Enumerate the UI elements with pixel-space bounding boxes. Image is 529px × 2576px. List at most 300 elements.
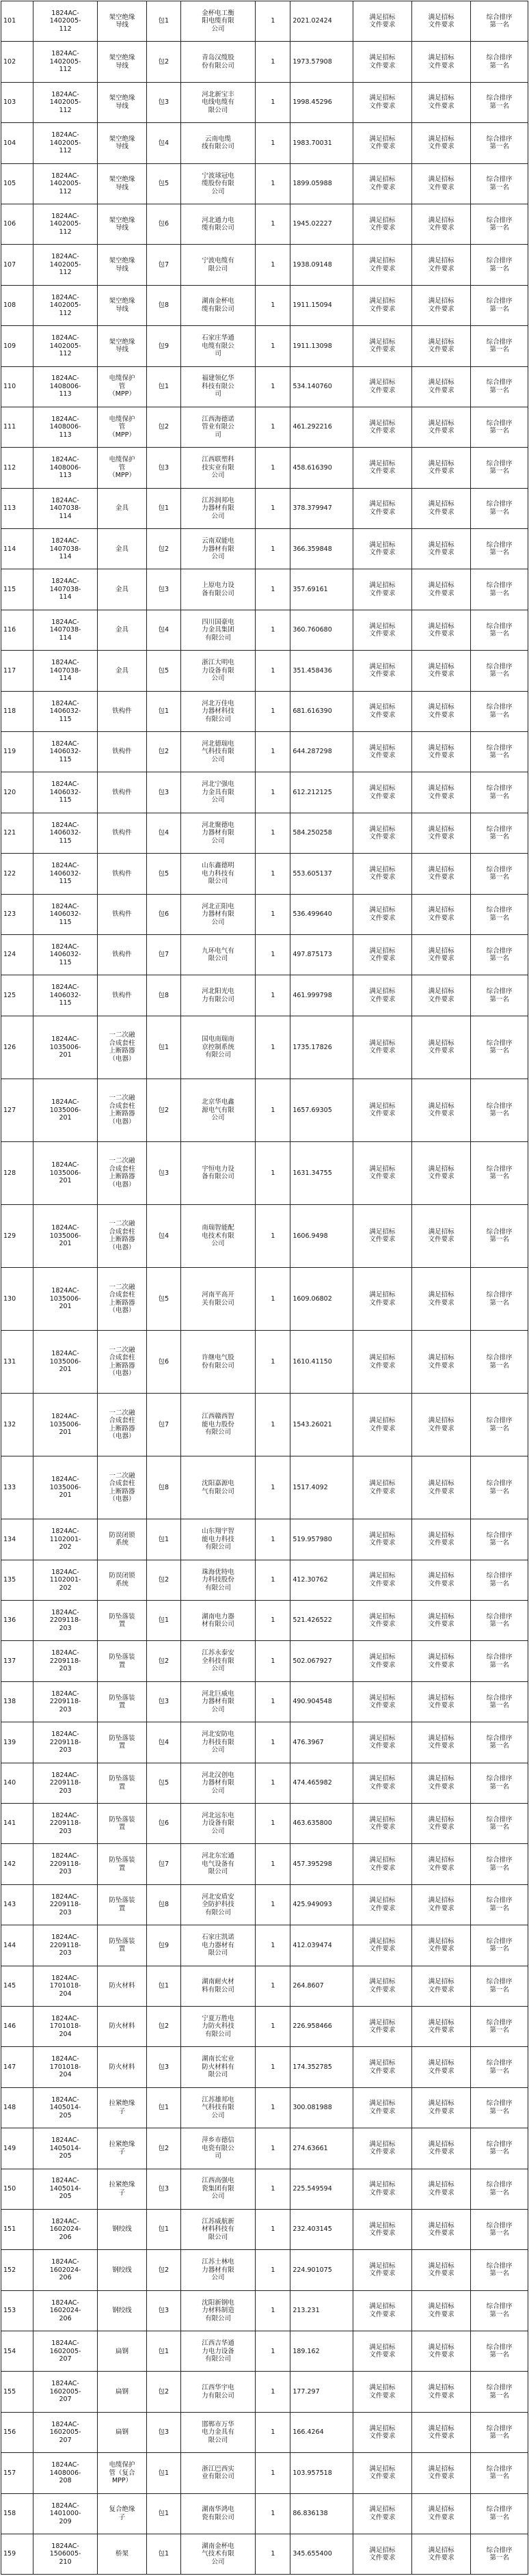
- quantity: 1: [256, 1268, 290, 1331]
- ranking: 综合排序 第一名: [471, 1804, 528, 1844]
- table-row: [1, 2493, 528, 2534]
- project-code: 1824AC- 1402005- 112: [33, 42, 98, 82]
- row-number: 145: [1, 1966, 33, 2006]
- material-name: 防火材料: [98, 2006, 147, 2046]
- ranking: 综合排序 第一名: [471, 691, 528, 731]
- table-row: [1, 366, 528, 407]
- row-number: 142: [1, 1844, 33, 1884]
- ranking: 综合排序 第一名: [471, 2372, 528, 2412]
- quantity: 1: [256, 2453, 290, 2493]
- bid-price: 584.250258: [290, 813, 353, 853]
- ranking: 综合排序 第一名: [471, 894, 528, 934]
- technical-review: 满足招标 文件要求: [353, 894, 411, 934]
- ranking: 综合排序 第一名: [471, 42, 528, 82]
- bidder-name: 珠海优特电 力科技股份 有限公司: [180, 1560, 256, 1600]
- package-no: 包3: [146, 2412, 180, 2452]
- table-row: [1, 285, 528, 325]
- project-code: 1824AC- 1402005- 112: [33, 285, 98, 325]
- bid-price: 1657.69305: [290, 1079, 353, 1141]
- material-name: 铁构件: [98, 854, 147, 894]
- ranking: 综合排序 第一名: [471, 2087, 528, 2128]
- quantity: 1: [256, 1, 290, 42]
- row-number: 148: [1, 2087, 33, 2128]
- technical-review: 满足招标 文件要求: [353, 2087, 411, 2128]
- technical-review: 满足招标 文件要求: [353, 1560, 411, 1600]
- material-name: 铁构件: [98, 975, 147, 1016]
- package-no: 包1: [146, 2209, 180, 2249]
- table-row: [1, 975, 528, 1016]
- ranking: 综合排序 第一名: [471, 732, 528, 772]
- project-code: 1824AC- 2209118- 203: [33, 1763, 98, 1803]
- ranking: 综合排序 第一名: [471, 1394, 528, 1456]
- bidder-name: 浙江巴西实 业有限公司: [180, 2453, 256, 2493]
- row-number: 111: [1, 407, 33, 447]
- project-code: 1824AC- 1406032- 115: [33, 894, 98, 934]
- bidder-name: 沈阳新钢电 力材料制造 有限公司: [180, 2290, 256, 2331]
- ranking: 综合排序 第一名: [471, 1884, 528, 1925]
- quantity: 1: [256, 366, 290, 407]
- project-code: 1824AC- 1102001- 202: [33, 1519, 98, 1560]
- quantity: 1: [256, 813, 290, 853]
- quantity: 1: [256, 1804, 290, 1844]
- bidder-name: 江西吉华通 力电力设备 有限公司: [180, 2331, 256, 2372]
- bidder-name: 江苏永泰安 全科技有限 公司: [180, 1641, 256, 1681]
- bidder-name: 河北远东电 力设备有限 公司: [180, 1804, 256, 1844]
- commercial-review: 满足招标 文件要求: [412, 1641, 471, 1681]
- material-name: 扁钢: [98, 2412, 147, 2452]
- material-name: 架空绝缘 导线: [98, 326, 147, 366]
- bid-price: 521.426522: [290, 1601, 353, 1641]
- bid-price: 274.63661: [290, 2128, 353, 2169]
- quantity: 1: [256, 1925, 290, 1966]
- bidder-name: 石家庄华通 电缆有限公 司: [180, 326, 256, 366]
- package-no: 包2: [146, 42, 180, 82]
- bid-price: 1911.13098: [290, 326, 353, 366]
- bid-price: 534.140760: [290, 366, 353, 407]
- commercial-review: 满足招标 文件要求: [412, 2290, 471, 2331]
- commercial-review: 满足招标 文件要求: [412, 163, 471, 204]
- material-name: 架空绝缘 导线: [98, 82, 147, 122]
- quantity: 1: [256, 407, 290, 447]
- row-number: 139: [1, 1722, 33, 1763]
- ranking: 综合排序 第一名: [471, 1966, 528, 2006]
- commercial-review: 满足招标 文件要求: [412, 2453, 471, 2493]
- quantity: 1: [256, 42, 290, 82]
- material-name: 金具: [98, 529, 147, 569]
- bidder-name: 河北安防电 力科技有限 公司: [180, 1722, 256, 1763]
- quantity: 1: [256, 1204, 290, 1267]
- project-code: 1824AC- 1408006- 113: [33, 366, 98, 407]
- row-number: 138: [1, 1681, 33, 1722]
- commercial-review: 满足招标 文件要求: [412, 691, 471, 731]
- material-name: 一二次融 合成套柱 上断路器 （电器）: [98, 1394, 147, 1456]
- bid-price: 412.30762: [290, 1560, 353, 1600]
- table-row: [1, 1456, 528, 1519]
- commercial-review: 满足招标 文件要求: [412, 2128, 471, 2169]
- bidder-name: 山东鑫德明 电力科技有 限公司: [180, 854, 256, 894]
- row-number: 116: [1, 610, 33, 650]
- technical-review: 满足招标 文件要求: [353, 1141, 411, 1204]
- row-number: 118: [1, 691, 33, 731]
- material-name: 架空绝缘 导线: [98, 1, 147, 42]
- package-no: 包1: [146, 1, 180, 42]
- row-number: 127: [1, 1079, 33, 1141]
- bidder-name: 河南平高开 关有限公司: [180, 1268, 256, 1331]
- row-number: 157: [1, 2453, 33, 2493]
- ranking: 综合排序 第一名: [471, 975, 528, 1016]
- package-no: 包2: [146, 407, 180, 447]
- quantity: 1: [256, 772, 290, 813]
- material-name: 防坠落装 置: [98, 1601, 147, 1641]
- project-code: 1824AC- 1402005- 112: [33, 163, 98, 204]
- bidder-name: 邯郸市万华 电力金具有 限公司: [180, 2412, 256, 2452]
- technical-review: 满足招标 文件要求: [353, 1763, 411, 1803]
- material-name: 防误闭锁 系统: [98, 1560, 147, 1600]
- bid-price: 1973.57908: [290, 42, 353, 82]
- row-number: 128: [1, 1141, 33, 1204]
- table-row: [1, 1804, 528, 1844]
- bidder-name: 湖南长宏业 防火材料有 限公司: [180, 2047, 256, 2087]
- table-row: [1, 2534, 528, 2575]
- bid-price: 174.352785: [290, 2047, 353, 2087]
- technical-review: 满足招标 文件要求: [353, 2453, 411, 2493]
- bidder-name: 湖南华鸿电 瓷有限公司: [180, 2493, 256, 2534]
- row-number: 144: [1, 1925, 33, 1966]
- technical-review: 满足招标 文件要求: [353, 2412, 411, 2452]
- table-row: [1, 1681, 528, 1722]
- commercial-review: 满足招标 文件要求: [412, 123, 471, 163]
- quantity: 1: [256, 975, 290, 1016]
- table-row: [1, 1, 528, 42]
- project-code: 1824AC- 1035006- 201: [33, 1394, 98, 1456]
- project-code: 1824AC- 1405014- 205: [33, 2169, 98, 2209]
- bid-price: 166.4264: [290, 2412, 353, 2452]
- project-code: 1824AC- 1035006- 201: [33, 1331, 98, 1394]
- bidder-name: 许继电气股 份有限公司: [180, 1331, 256, 1394]
- package-no: 包2: [146, 529, 180, 569]
- quantity: 1: [256, 934, 290, 975]
- project-code: 1824AC- 1035006- 201: [33, 1079, 98, 1141]
- project-code: 1824AC- 2209118- 203: [33, 1844, 98, 1884]
- ranking: 综合排序 第一名: [471, 2250, 528, 2290]
- material-name: 一二次融 合成套柱 上断路器 （电器）: [98, 1331, 147, 1394]
- quantity: 1: [256, 326, 290, 366]
- material-name: 铁构件: [98, 772, 147, 813]
- row-number: 101: [1, 1, 33, 42]
- commercial-review: 满足招标 文件要求: [412, 1681, 471, 1722]
- bidder-name: 河北宁强电 力金具有限 公司: [180, 772, 256, 813]
- package-no: 包6: [146, 894, 180, 934]
- material-name: 金具: [98, 569, 147, 610]
- commercial-review: 满足招标 文件要求: [412, 975, 471, 1016]
- quantity: 1: [256, 2128, 290, 2169]
- material-name: 金具: [98, 651, 147, 691]
- commercial-review: 满足招标 文件要求: [412, 651, 471, 691]
- package-no: 包1: [146, 2493, 180, 2534]
- technical-review: 满足招标 文件要求: [353, 1966, 411, 2006]
- table-row: [1, 1268, 528, 1331]
- row-number: 143: [1, 1884, 33, 1925]
- row-number: 159: [1, 2534, 33, 2575]
- ranking: 综合排序 第一名: [471, 1204, 528, 1267]
- ranking: 综合排序 第一名: [471, 2128, 528, 2169]
- package-no: 包9: [146, 326, 180, 366]
- bid-price: 264.8607: [290, 1966, 353, 2006]
- table-row: [1, 934, 528, 975]
- project-code: 1824AC- 1035006- 201: [33, 1456, 98, 1519]
- package-no: 包2: [146, 2006, 180, 2046]
- quantity: 1: [256, 2006, 290, 2046]
- bid-price: 412.039474: [290, 1925, 353, 1966]
- row-number: 112: [1, 448, 33, 488]
- table-row: [1, 326, 528, 366]
- row-number: 103: [1, 82, 33, 122]
- technical-review: 满足招标 文件要求: [353, 1331, 411, 1394]
- bid-price: 1735.17826: [290, 1016, 353, 1079]
- technical-review: 满足招标 文件要求: [353, 691, 411, 731]
- ranking: 综合排序 第一名: [471, 1601, 528, 1641]
- project-code: 1824AC- 2209118- 203: [33, 1641, 98, 1681]
- ranking: 综合排序 第一名: [471, 529, 528, 569]
- commercial-review: 满足招标 文件要求: [412, 2209, 471, 2249]
- project-code: 1824AC- 1701018- 204: [33, 2006, 98, 2046]
- row-number: 106: [1, 204, 33, 244]
- quantity: 1: [256, 448, 290, 488]
- project-code: 1824AC- 1402005- 112: [33, 1, 98, 42]
- row-number: 149: [1, 2128, 33, 2169]
- row-number: 152: [1, 2250, 33, 2290]
- ranking: 综合排序 第一名: [471, 2534, 528, 2575]
- material-name: 钢绞线: [98, 2250, 147, 2290]
- project-code: 1824AC- 1035006- 201: [33, 1016, 98, 1079]
- commercial-review: 满足招标 文件要求: [412, 1966, 471, 2006]
- table-row: [1, 2331, 528, 2372]
- commercial-review: 满足招标 文件要求: [412, 2250, 471, 2290]
- ranking: 综合排序 第一名: [471, 1456, 528, 1519]
- technical-review: 满足招标 文件要求: [353, 366, 411, 407]
- commercial-review: 满足招标 文件要求: [412, 1560, 471, 1600]
- commercial-review: 满足招标 文件要求: [412, 1268, 471, 1331]
- ranking: 综合排序 第一名: [471, 569, 528, 610]
- technical-review: 满足招标 文件要求: [353, 2006, 411, 2046]
- row-number: 120: [1, 772, 33, 813]
- project-code: 1824AC- 1401000- 209: [33, 2493, 98, 2534]
- table-row: [1, 854, 528, 894]
- package-no: 包1: [146, 366, 180, 407]
- row-number: 137: [1, 1641, 33, 1681]
- project-code: 1824AC- 1408006- 208: [33, 2453, 98, 2493]
- table-row: [1, 1519, 528, 1560]
- technical-review: 满足招标 文件要求: [353, 2493, 411, 2534]
- ranking: 综合排序 第一名: [471, 448, 528, 488]
- ranking: 综合排序 第一名: [471, 1331, 528, 1394]
- table-row: [1, 2169, 528, 2209]
- commercial-review: 满足招标 文件要求: [412, 1519, 471, 1560]
- project-code: 1824AC- 1407038- 114: [33, 488, 98, 528]
- bidder-name: 云南双能电 力器材有限 公司: [180, 529, 256, 569]
- package-no: 包3: [146, 2290, 180, 2331]
- table-row: [1, 1722, 528, 1763]
- row-number: 110: [1, 366, 33, 407]
- material-name: 扁钢: [98, 2331, 147, 2372]
- ranking: 综合排序 第一名: [471, 2047, 528, 2087]
- row-number: 135: [1, 1560, 33, 1600]
- quantity: 1: [256, 82, 290, 122]
- technical-review: 满足招标 文件要求: [353, 1884, 411, 1925]
- technical-review: 满足招标 文件要求: [353, 2372, 411, 2412]
- row-number: 134: [1, 1519, 33, 1560]
- table-row: [1, 1844, 528, 1884]
- row-number: 109: [1, 326, 33, 366]
- quantity: 1: [256, 1394, 290, 1456]
- quantity: 1: [256, 569, 290, 610]
- row-number: 154: [1, 2331, 33, 2372]
- quantity: 1: [256, 1681, 290, 1722]
- material-name: 一二次融 合成套柱 上断路器 （电器）: [98, 1204, 147, 1267]
- quantity: 1: [256, 245, 290, 285]
- project-code: 1824AC- 1407038- 114: [33, 569, 98, 610]
- table-row: [1, 407, 528, 447]
- bid-price: 378.379947: [290, 488, 353, 528]
- package-no: 包1: [146, 2453, 180, 2493]
- row-number: 158: [1, 2493, 33, 2534]
- technical-review: 满足招标 文件要求: [353, 772, 411, 813]
- technical-review: 满足招标 文件要求: [353, 2331, 411, 2372]
- bid-price: 644.287298: [290, 732, 353, 772]
- technical-review: 满足招标 文件要求: [353, 1722, 411, 1763]
- commercial-review: 满足招标 文件要求: [412, 2331, 471, 2372]
- table-row: [1, 1560, 528, 1600]
- bidder-name: 河北聚德电 力器材有限 公司: [180, 813, 256, 853]
- quantity: 1: [256, 1601, 290, 1641]
- package-no: 包1: [146, 1966, 180, 2006]
- bidder-name: 国电南瑞南 京控制系统 有限公司: [180, 1016, 256, 1079]
- package-no: 包4: [146, 1204, 180, 1267]
- technical-review: 满足招标 文件要求: [353, 2250, 411, 2290]
- row-number: 155: [1, 2372, 33, 2412]
- bid-price: 177.297: [290, 2372, 353, 2412]
- bid-price: 502.067927: [290, 1641, 353, 1681]
- package-no: 包3: [146, 2169, 180, 2209]
- technical-review: 满足招标 文件要求: [353, 610, 411, 650]
- ranking: 综合排序 第一名: [471, 610, 528, 650]
- package-no: 包2: [146, 2372, 180, 2412]
- commercial-review: 满足招标 文件要求: [412, 1204, 471, 1267]
- bid-price: 103.957518: [290, 2453, 353, 2493]
- bid-price: 1899.05988: [290, 163, 353, 204]
- bid-price: 1610.41150: [290, 1331, 353, 1394]
- ranking: 综合排序 第一名: [471, 934, 528, 975]
- technical-review: 满足招标 文件要求: [353, 42, 411, 82]
- technical-review: 满足招标 文件要求: [353, 813, 411, 853]
- package-no: 包3: [146, 772, 180, 813]
- package-no: 包1: [146, 488, 180, 528]
- material-name: 拉紧绝缘 子: [98, 2128, 147, 2169]
- commercial-review: 满足招标 文件要求: [412, 1601, 471, 1641]
- material-name: 桥架: [98, 2534, 147, 2575]
- bid-price: 225.549594: [290, 2169, 353, 2209]
- project-code: 1824AC- 2209118- 203: [33, 1925, 98, 1966]
- bid-price: 1911.15094: [290, 285, 353, 325]
- bid-price: 1631.34755: [290, 1141, 353, 1204]
- row-number: 126: [1, 1016, 33, 1079]
- technical-review: 满足招标 文件要求: [353, 2047, 411, 2087]
- table-row: [1, 2453, 528, 2493]
- bidder-name: 河北巨威电 力器材有限 公司: [180, 1681, 256, 1722]
- bid-price: 226.958466: [290, 2006, 353, 2046]
- row-number: 115: [1, 569, 33, 610]
- technical-review: 满足招标 文件要求: [353, 407, 411, 447]
- bidder-name: 四川国豪电 力金具集团 有限公司: [180, 610, 256, 650]
- project-code: 1824AC- 1408006- 113: [33, 407, 98, 447]
- project-code: 1824AC- 1602005- 207: [33, 2331, 98, 2372]
- ranking: 综合排序 第一名: [471, 407, 528, 447]
- project-code: 1824AC- 1102001- 202: [33, 1560, 98, 1600]
- row-number: 130: [1, 1268, 33, 1331]
- table-row: [1, 1331, 528, 1394]
- package-no: 包3: [146, 82, 180, 122]
- technical-review: 满足招标 文件要求: [353, 1641, 411, 1681]
- quantity: 1: [256, 2372, 290, 2412]
- commercial-review: 满足招标 文件要求: [412, 772, 471, 813]
- package-no: 包3: [146, 1681, 180, 1722]
- package-no: 包8: [146, 1884, 180, 1925]
- bid-price: 357.69161: [290, 569, 353, 610]
- package-no: 包7: [146, 245, 180, 285]
- bid-price: 1609.06802: [290, 1268, 353, 1331]
- bid-price: 474.465982: [290, 1763, 353, 1803]
- table-row: [1, 1394, 528, 1456]
- table-row: [1, 204, 528, 244]
- project-code: 1824AC- 2209118- 203: [33, 1884, 98, 1925]
- bid-price: 457.395298: [290, 1844, 353, 1884]
- bid-price: 86.836138: [290, 2493, 353, 2534]
- material-name: 防坠落装 置: [98, 1884, 147, 1925]
- bidder-name: 青岛汉缆股 份有限公司: [180, 42, 256, 82]
- package-no: 包3: [146, 2047, 180, 2087]
- package-no: 包5: [146, 651, 180, 691]
- ranking: 综合排序 第一名: [471, 1763, 528, 1803]
- ranking: 综合排序 第一名: [471, 1, 528, 42]
- package-no: 包4: [146, 610, 180, 650]
- ranking: 综合排序 第一名: [471, 651, 528, 691]
- technical-review: 满足招标 文件要求: [353, 651, 411, 691]
- table-row: [1, 1763, 528, 1803]
- ranking: 综合排序 第一名: [471, 813, 528, 853]
- project-code: 1824AC- 1701018- 204: [33, 1966, 98, 2006]
- quantity: 1: [256, 1079, 290, 1141]
- bid-price: 463.635800: [290, 1804, 353, 1844]
- bidder-name: 江西联塑科 技实业有限 公司: [180, 448, 256, 488]
- package-no: 包2: [146, 1560, 180, 1600]
- project-code: 1824AC- 1407038- 114: [33, 610, 98, 650]
- material-name: 金具: [98, 610, 147, 650]
- project-code: 1824AC- 1408006- 113: [33, 448, 98, 488]
- row-number: 122: [1, 854, 33, 894]
- package-no: 包7: [146, 1844, 180, 1884]
- project-code: 1824AC- 1602024- 206: [33, 2209, 98, 2249]
- material-name: 钢绞线: [98, 2209, 147, 2249]
- table-row: [1, 2047, 528, 2087]
- ranking: 综合排序 第一名: [471, 285, 528, 325]
- package-no: 包6: [146, 1804, 180, 1844]
- technical-review: 满足招标 文件要求: [353, 123, 411, 163]
- material-name: 架空绝缘 导线: [98, 204, 147, 244]
- bid-price: 476.3967: [290, 1722, 353, 1763]
- row-number: 141: [1, 1804, 33, 1844]
- project-code: 1824AC- 1035006- 201: [33, 1204, 98, 1267]
- table-row: [1, 691, 528, 731]
